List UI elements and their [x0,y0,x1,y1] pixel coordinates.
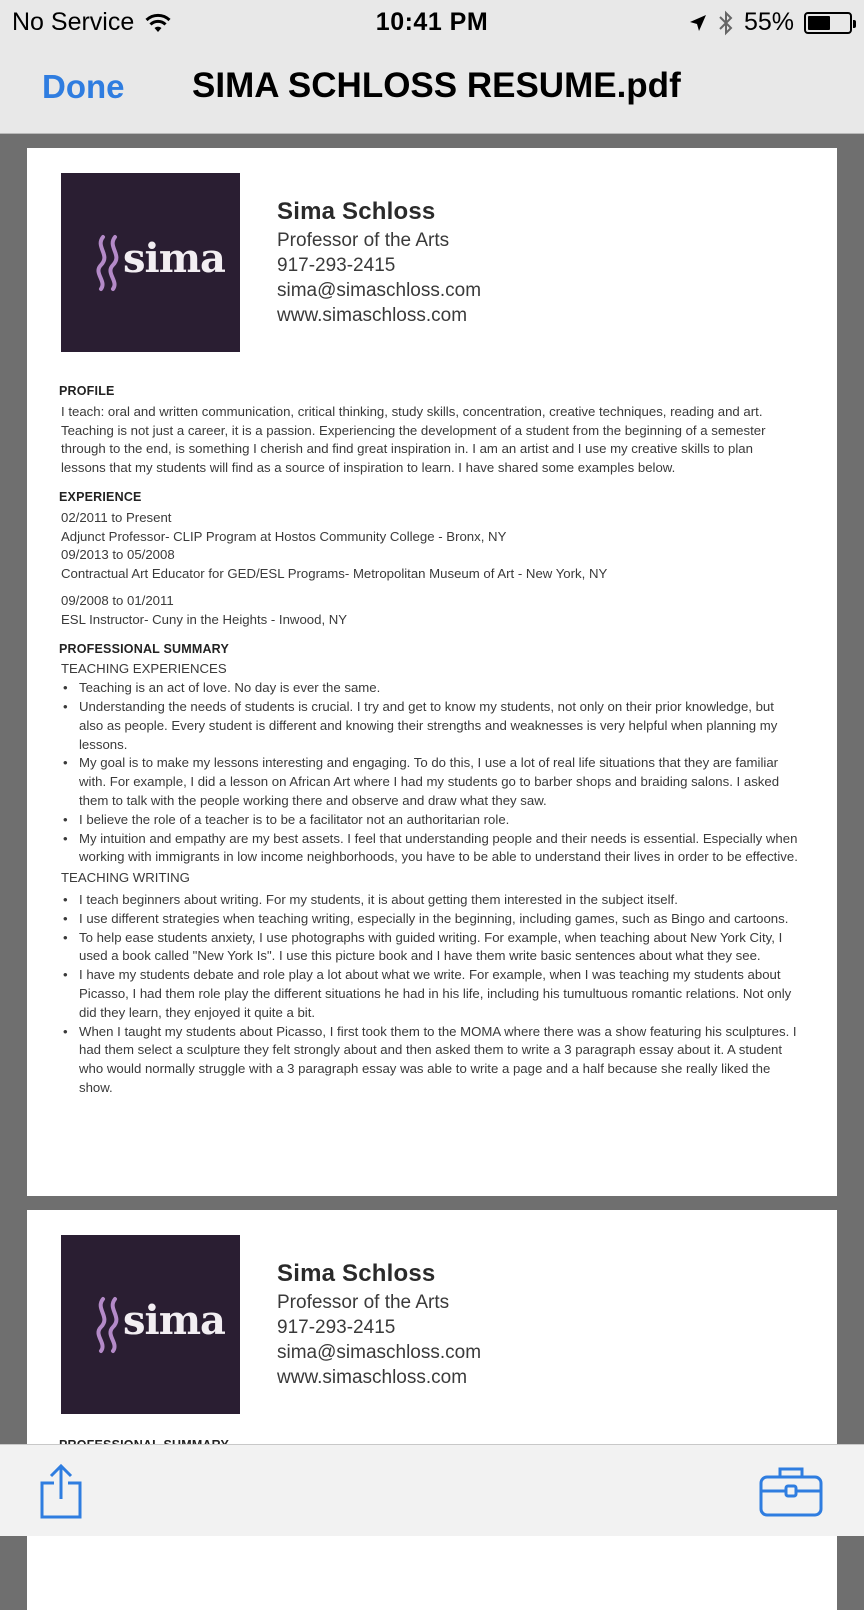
carrier-label: No Service [12,8,135,36]
sima-logo [61,173,240,352]
pdf-viewer[interactable] [0,134,864,1444]
resume-body [59,376,799,1098]
pdf-page-1 [27,148,837,1196]
document-title: SIMA SCHLOSS RESUME.pdf [192,66,681,105]
battery-percent: 55% [743,8,794,36]
experience-role: Contractual Art Educator for GED/ESL Programs- Metropolitan Museum of Art - New York, NY [61,566,608,582]
list-item: • Understanding the needs of students is crucial. I try and get to know my students, not only on their prior knowledge, but also as people. Every student is different and knowing their strengths and weaknesses is very helpful when planning my lessons. [61,698,799,754]
list-item: • I believe the role of a teacher is to be a facilitator not an authoritarian role. [61,811,799,830]
logo-text: sima [123,1297,225,1344]
summary-heading: PROFESSIONAL SUMMARY [59,641,229,656]
share-icon[interactable] [38,1463,84,1519]
experience-dates: 09/2008 to 01/2011 [61,592,174,608]
experience-dates: 09/2013 to 05/2008 [61,547,175,563]
job-title: Professor of the Arts [277,1292,450,1313]
contact-block [277,1260,481,1392]
website-link[interactable]: www.simaschloss.com [277,305,468,326]
job-title: Professor of the Arts [277,230,450,251]
logo-text: sima [123,235,225,282]
list-item: • I teach beginners about writing. For my students, it is about getting them interested in the subject itself. [61,891,799,910]
list-item: • Teaching is an act of love. No day is ever the same. [61,679,799,698]
profile-heading: PROFILE [59,384,115,398]
list-item: • My intuition and empathy are my best assets. I feel that understanding people and their needs is essential. Especially when working with immigrants in low income neighborhoods, you have to be able to understand their lives in order to be effective. [61,830,799,868]
profile-text: I teach: oral and written communication, critical thinking, study skills, concentration, creative techniques, reading and art. Teaching is not just a career, it is a passion. Experiencing the development of a student from the beginning of a semester through to the end, is something I cherish and find great inspiration in. I am an artist and I use my creative skills to plan lessons that my students will find as a source of inspiration to learn. I have shared some examples below. [61,403,766,476]
experience-role: Adjunct Professor- CLIP Program at Hostos Community College - Bronx, NY [61,528,507,544]
bottom-toolbar [0,1444,864,1536]
website-link[interactable]: www.simaschloss.com [277,1367,468,1388]
teaching-experiences-heading: TEACHING EXPERIENCES [61,661,227,677]
toolbox-icon[interactable] [758,1465,824,1517]
list-item: • I use different strategies when teaching writing, especially in the beginning, including games, such as Bingo and cartoons. [61,910,799,929]
experience-role: ESL Instructor- Cuny in the Heights - Inwood, NY [61,611,348,627]
status-bar [0,0,864,44]
pdf-page-2 [27,1210,837,1610]
battery-fill [808,16,830,30]
list-item: • I have my students debate and role play a lot about what we write. For example, when I was teaching my students about Picasso, I had them role play the different situations he had in his life, including his tumultuous romantic relations. Not only did they learn, they enjoyed it quite a bit. [61,966,799,1022]
phone-number[interactable]: 917-293-2415 [277,1317,396,1338]
location-arrow-icon [688,13,708,33]
teaching-writing-heading: TEACHING WRITING [61,870,190,886]
experience-heading: EXPERIENCE [59,489,142,504]
person-name: Sima Schloss [277,198,436,225]
person-name: Sima Schloss [277,1260,436,1287]
clock: 10:41 PM [375,8,489,36]
swirl-logo-icon [93,1297,123,1353]
list-item: • When I taught my students about Picasso, I first took them to the MOMA where there was a show featuring his sculptures. I had them select a sculpture they felt strongly about and then asked them to write a 3 paragraph essay about it. A student who would normally struggle with a 3 paragraph essay was able to write a page and a half because she really liked the show. [61,1023,799,1098]
teaching-writing-list [61,891,799,1098]
phone-number[interactable]: 917-293-2415 [277,255,396,276]
nav-bar [0,44,864,134]
bluetooth-icon [718,10,734,36]
done-button[interactable]: Done [42,68,125,105]
battery-icon [804,12,852,34]
email-link[interactable]: sima@simaschloss.com [277,1342,482,1363]
experience-dates: 02/2011 to Present [61,509,172,525]
list-item: • My goal is to make my lessons interesting and engaging. To do this, I use a lot of real life situations that they are familiar with. For example, I did a lesson on African Art where I had my students go to barber shops and braiding salons. I asked them to talk with the people working there and observe and draw what they saw. [61,754,799,810]
contact-block [277,198,481,330]
swirl-logo-icon [93,235,123,291]
teaching-experiences-list [61,679,799,867]
sima-logo [61,1235,240,1414]
list-item: • To help ease students anxiety, I use photographs with guided writing. For example, when teaching about New York City, I used a book called "New York Is". I use this picture book and I have them write basic sentences about what they see. [61,929,799,967]
email-link[interactable]: sima@simaschloss.com [277,280,482,301]
